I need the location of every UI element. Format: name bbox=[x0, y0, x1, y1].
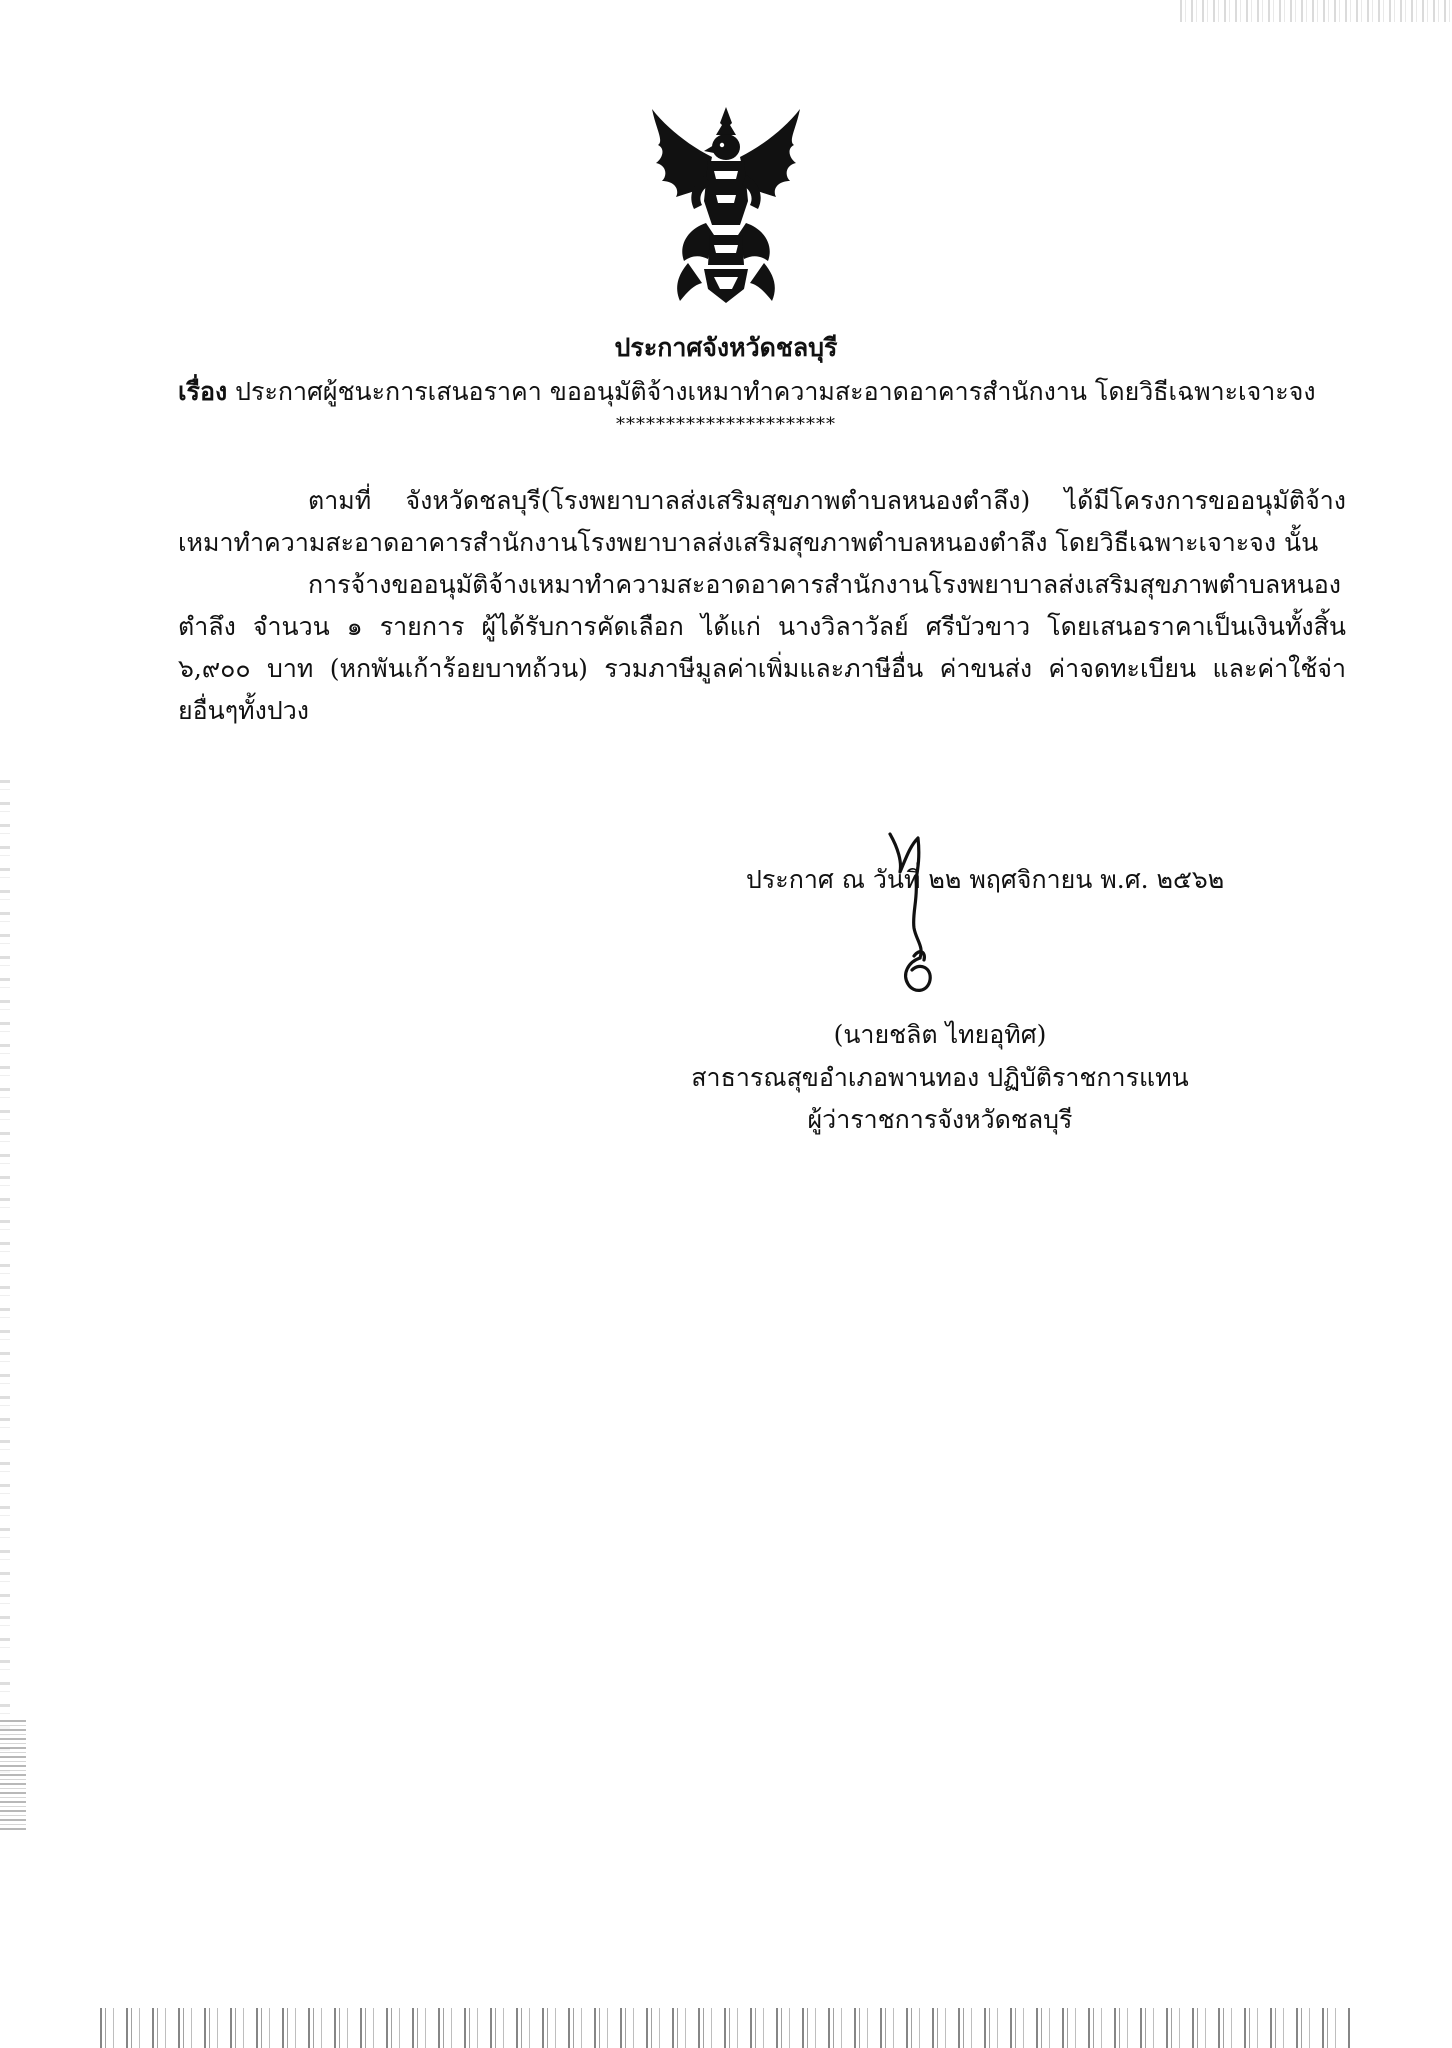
scan-noise-left bbox=[0, 780, 10, 1780]
document-subject bbox=[178, 374, 1316, 410]
garuda-emblem-icon bbox=[648, 105, 804, 305]
scan-noise-bottom bbox=[100, 2008, 1350, 2048]
paragraph-2-text: การจ้างขออนุมัติจ้างเหมาทำความสะอาดอาคารสำนักงานโรงพยาบาลส่งเสริมสุขภาพตำบลหนองตำลึง จำนวน ๑ รายการ ผู้ได้รับการคัดเลือก ได้แก่ นางวิลาวัลย์ ศรีบัวขาว โดยเสนอราคาเป็นเงินทั้งสิ้น ๖,๙๐๐ บาท (หกพันเก้าร้อยบาทถ้วน) รวมภาษีมูลค่าเพิ่มและภาษีอื่น ค่าขนส่ง ค่าจดทะเบียน และค่าใช้จ่ายอื่นๆทั้งปวง bbox=[178, 570, 1346, 725]
body-paragraph-2 bbox=[178, 564, 1346, 732]
handwritten-signature-icon bbox=[880, 828, 1000, 1028]
signatory-name: (นายชลิต ไทยอุทิศ) bbox=[833, 1020, 1047, 1049]
signatory-position-2: ผู้ว่าราชการจังหวัดชลบุรี bbox=[807, 1105, 1073, 1134]
subject-text: ประกาศผู้ชนะการเสนอราคา ขออนุมัติจ้างเหมาทำความสะอาดอาคารสำนักงาน โดยวิธีเฉพาะเจาะจง bbox=[235, 377, 1316, 406]
divider-stars: ********************** bbox=[616, 414, 836, 435]
announcement-date: ประกาศ ณ วันที่ ๒๒ พฤศจิกายน พ.ศ. ๒๕๖๒ bbox=[746, 865, 1225, 894]
document-title: ประกาศจังหวัดชลบุรี bbox=[614, 333, 838, 362]
scan-noise-left-lower bbox=[0, 1720, 26, 1830]
body-paragraph-1 bbox=[178, 480, 1346, 564]
paragraph-1-text: ตามที่ จังหวัดชลบุรี(โรงพยาบาลส่งเสริมสุขภาพตำบลหนองตำลึง) ได้มีโครงการขออนุมัติจ้างเหมาทำความสะอาดอาคารสำนักงานโรงพยาบาลส่งเสริมสุขภาพตำบลหนองตำลึง โดยวิธีเฉพาะเจาะจง นั้น bbox=[178, 486, 1346, 557]
signatory-position-1: สาธารณสุขอำเภอพานทอง ปฏิบัติราชการแทน bbox=[691, 1063, 1189, 1092]
scan-noise-top bbox=[1180, 0, 1452, 22]
subject-lead: เรื่อง bbox=[178, 377, 228, 406]
